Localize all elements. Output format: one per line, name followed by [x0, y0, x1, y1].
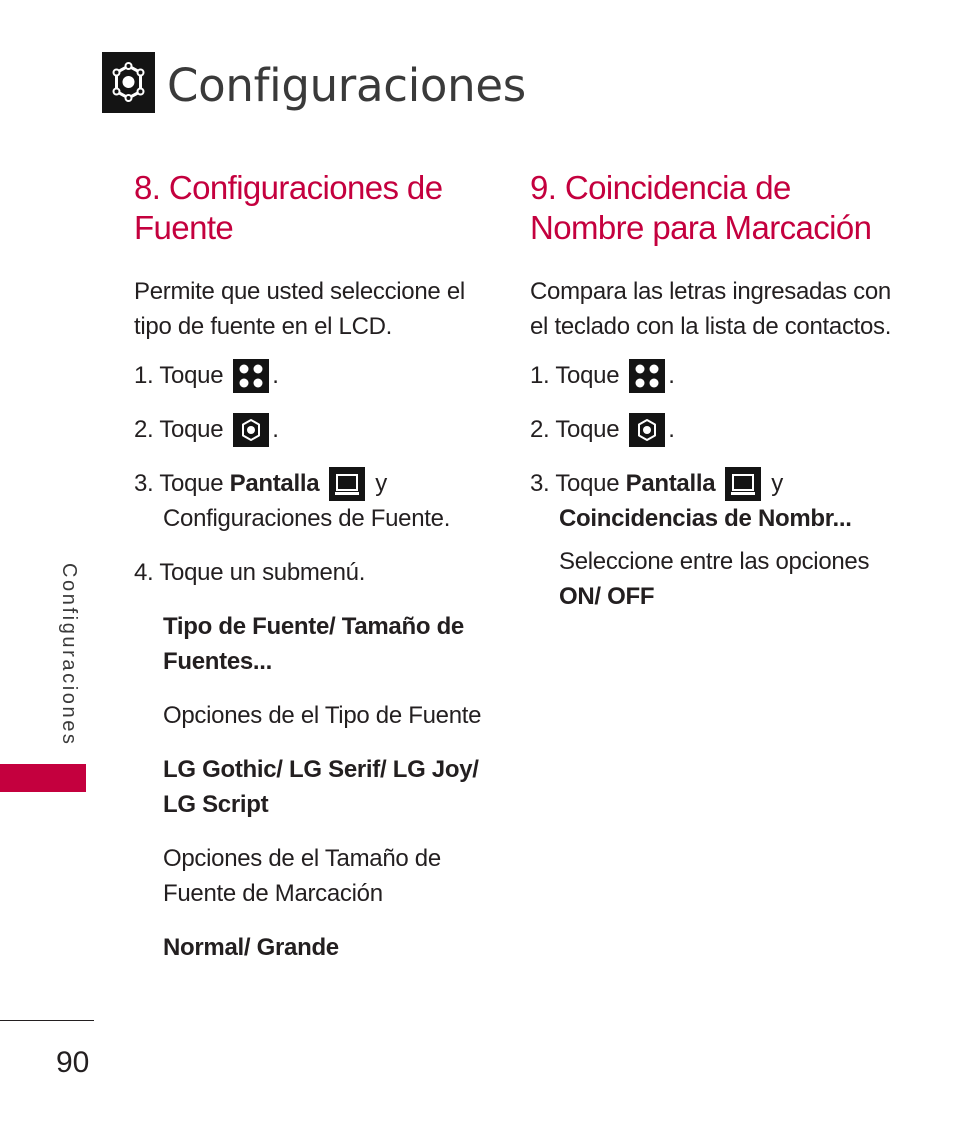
gear-icon	[233, 413, 269, 447]
section-heading	[134, 168, 484, 248]
section-heading	[530, 168, 900, 248]
section-name-match	[530, 168, 900, 614]
display-icon	[329, 467, 365, 501]
section-heading-line2: Fuente	[134, 209, 234, 246]
step-2-text: 2. Toque	[530, 416, 620, 443]
options-note: Seleccione entre las opciones	[559, 548, 870, 575]
side-tab-marker	[0, 764, 86, 792]
options-values: ON/ OFF	[559, 583, 655, 610]
step-3-continuation: Configuraciones de Fuente.	[163, 505, 451, 532]
step-3-text: 3. Toque	[530, 470, 620, 497]
font-type-description: Opciones de el Tipo de Fuente	[163, 702, 482, 729]
side-tab-label	[56, 563, 86, 753]
section-intro: Compara las letras ingresadas con el teclado con la lista de contactos.	[530, 278, 892, 340]
display-icon	[725, 467, 761, 501]
page-title: Configuraciones	[167, 59, 526, 112]
menu-grid-icon	[629, 359, 665, 393]
step-1-text: 1. Toque	[530, 362, 620, 389]
step-2-text: 2. Toque	[134, 416, 224, 443]
step-3-and: y	[771, 470, 783, 497]
font-type-size-option: Tipo de Fuente/ Tamaño de Fuentes...	[163, 613, 464, 675]
gear-icon	[102, 52, 155, 113]
section-heading-line1: 9. Coincidencia de	[530, 169, 791, 206]
footer-rule	[0, 1020, 94, 1021]
section-heading-line1: 8. Configuraciones de	[134, 169, 443, 206]
menu-grid-icon	[233, 359, 269, 393]
font-size-description: Opciones de el Tamaño de Fuente de Marcación	[163, 845, 441, 907]
page-number: 90	[56, 1046, 90, 1079]
step-1-text: 1. Toque	[134, 362, 224, 389]
step-3	[134, 466, 484, 501]
step-1: 1. Toque .	[134, 358, 484, 393]
gear-icon	[629, 413, 665, 447]
step-3	[530, 466, 900, 501]
section-intro: Permite que usted seleccione el tipo de fuente en el LCD.	[134, 278, 465, 340]
section-heading-line2: Nombre para Marcación	[530, 209, 872, 246]
font-type-values: LG Gothic/ LG Serif/ LG Joy/ LG Script	[163, 756, 479, 818]
font-size-values: Normal/ Grande	[163, 934, 339, 961]
pantalla-label: Pantalla	[625, 470, 716, 497]
step-2: 2. Toque .	[134, 412, 484, 447]
section-font-settings	[134, 168, 484, 965]
step-4: 4. Toque un submenú.	[134, 559, 366, 586]
step-1: 1. Toque .	[530, 358, 900, 393]
step-3-continuation: Coincidencias de Nombr...	[559, 505, 852, 532]
step-3-and: y	[375, 470, 387, 497]
side-tab-text: Configuraciones	[58, 563, 80, 747]
step-2: 2. Toque .	[530, 412, 900, 447]
pantalla-label: Pantalla	[229, 470, 320, 497]
step-3-text: 3. Toque	[134, 470, 224, 497]
